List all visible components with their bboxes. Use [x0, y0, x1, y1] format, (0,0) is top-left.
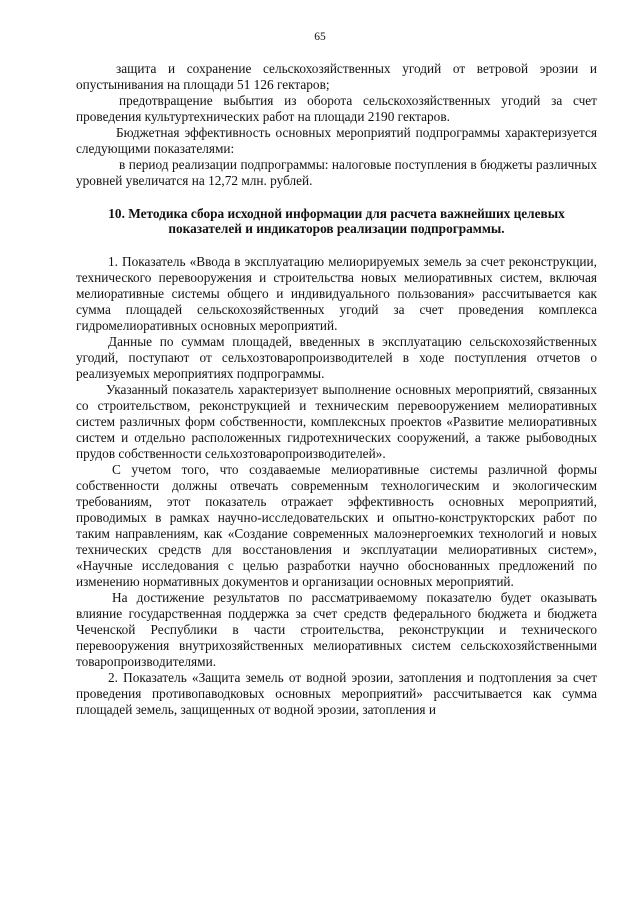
paragraph-tax-revenue: в период реализации подпрограммы: налоговые поступления в бюджеты различных уровней увеличатся на 12,72 млн. рублей.	[76, 157, 597, 188]
paragraph-data-source: Данные по суммам площадей, введенных в эксплуатацию сельскохозяйственных угодий, поступают от сельхозтоваропроизводителей в ходе поступления отчетов о реализуемых мероприятиях подпрограммы.	[76, 334, 597, 381]
paragraph-indicator-description: Указанный показатель характеризует выполнение основных мероприятий, связанных со строительством, реконструкцией и техническим перевооружением мелиоративных систем различных форм собственности, комплексных проектов «Развитие мелиоративных систем и отдельно расположенных гидротехнических сооружений, а также рыбоводных прудов собственности сельхозтоваропроизводителей».	[76, 382, 597, 461]
paragraph-wind-erosion: защита и сохранение сельскохозяйственных угодий от ветровой эрозии и опустынивания на площади 51 126 гектаров;	[76, 61, 597, 92]
paragraph-state-support: На достижение результатов по рассматриваемому показателю будет оказывать влияние государственная поддержка за счет средств федерального бюджета и бюджета Чеченской Республики в части строительства, реконструкции и технического перевооружения внутрихозяйственных мелиоративных систем сельскохозяйственными товаропроизводителями.	[76, 590, 597, 669]
section-heading: 10. Методика сбора исходной информации для расчета важнейших целевых показателей и индикаторов реализации подпрограммы.	[108, 206, 565, 236]
paragraph-research-directions: С учетом того, что создаваемые мелиоративные системы различной формы собственности должны отвечать современным технологическим и экологическим требованиям, этот показатель отражает эффективность основных мероприятий, проводимых в рамках научно-исследовательских и опытно-конструкторских работ по таким направлениям, как «Создание современных малоэнергоемких технологий и новых технических средств для восстановления и эксплуатации мелиоративных систем», «Научные исследования с целью разработки научно обоснованных предложений по изменению нормативных документов и организации основных мероприятий.	[76, 462, 597, 589]
paragraph-indicator-2: 2. Показатель «Защита земель от водной эрозии, затопления и подтопления за счет проведения противопаводковых основных мероприятий» рассчитывается как сумма площадей земель, защищенных от водной эрозии, затопления и	[76, 670, 597, 717]
document-body	[76, 61, 597, 718]
page-number: 65	[314, 31, 326, 43]
paragraph-land-retirement: предотвращение выбытия из оборота сельскохозяйственных угодий за счет проведения культуртехнических работ на площади 2190 гектаров.	[76, 93, 597, 124]
paragraph-indicator-1: 1. Показатель «Ввода в эксплуатацию мелиорируемых земель за счет реконструкции, технического перевооружения и строительства новых мелиоративных систем, включая мелиоративные системы общего и индивидуального пользования» рассчитывается как сумма площадей сельскохозяйственных угодий за счет проведения комплекса гидромелиоративных основных мероприятий.	[76, 254, 597, 333]
paragraph-budget-efficiency: Бюджетная эффективность основных мероприятий подпрограммы характеризуется следующими показателями:	[76, 125, 597, 156]
